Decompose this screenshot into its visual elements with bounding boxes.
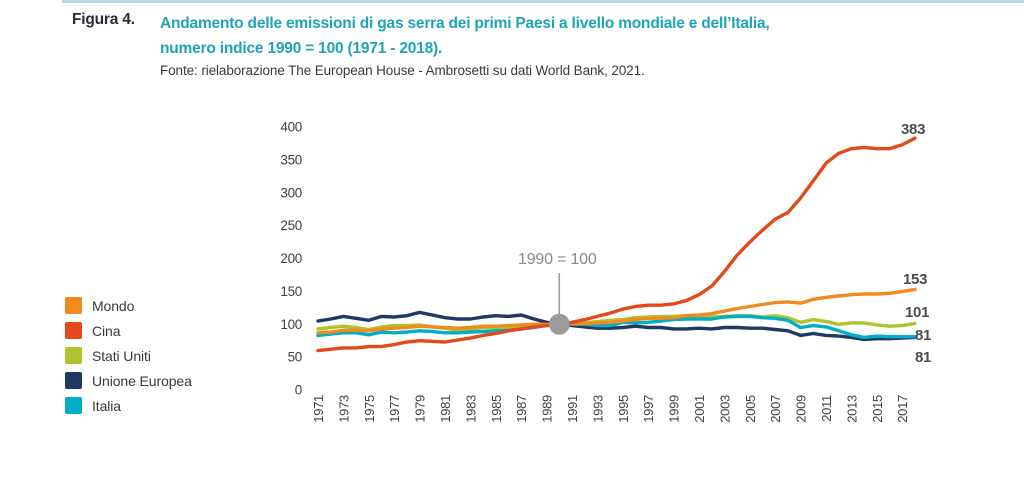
y-tick-label: 200 (280, 251, 302, 266)
x-tick-label: 2005 (742, 395, 758, 423)
end-label-mondo: 153 (903, 271, 928, 288)
legend-label-cina: Cina (92, 322, 121, 339)
x-tick-label: 2017 (895, 395, 911, 423)
y-axis-tick-labels (280, 120, 302, 398)
end-label-stati-uniti: 101 (905, 304, 930, 321)
x-tick-label: 1973 (336, 395, 352, 423)
x-tick-label: 1983 (463, 395, 479, 423)
series-lines (318, 138, 915, 350)
x-tick-label: 2015 (869, 395, 885, 423)
x-tick-label: 1995 (615, 395, 631, 423)
x-tick-label: 1993 (590, 395, 606, 423)
x-tick-label: 1971 (311, 395, 326, 423)
y-tick-label: 400 (280, 119, 302, 135)
x-tick-label: 1999 (666, 395, 682, 423)
y-tick-label: 300 (280, 185, 302, 201)
y-tick-label: 50 (287, 349, 302, 365)
figure-title-line1: Andamento delle emissioni di gas serra dei primi Paesi a livello mondiale e dell’Italia, (160, 15, 770, 32)
x-tick-label: 2009 (793, 395, 809, 423)
x-tick-label: 1991 (565, 395, 580, 423)
x-tick-label: 1997 (641, 395, 657, 423)
end-label-italia: 81 (915, 327, 932, 344)
x-tick-label: 1981 (438, 395, 453, 423)
x-tick-label: 2011 (819, 395, 834, 422)
x-tick-label: 1989 (539, 395, 555, 423)
x-tick-label: 1977 (387, 395, 403, 423)
figure-source: Fonte: rielaborazione The European House - Ambrosetti su dati World Bank, 2021. (160, 63, 645, 78)
x-tick-label: 1985 (488, 395, 504, 423)
annotation-dot (549, 314, 570, 335)
x-tick-label: 2003 (717, 395, 733, 423)
x-axis-tick-labels (311, 395, 910, 423)
x-tick-label: 1975 (361, 395, 377, 423)
annotation-text: 1990 = 100 (518, 251, 597, 268)
x-tick-label: 2001 (692, 395, 707, 423)
x-tick-label: 1987 (514, 395, 530, 423)
y-tick-label: 250 (280, 218, 302, 234)
y-tick-label: 100 (280, 316, 302, 332)
legend-label-stati-uniti: Stati Uniti (92, 347, 151, 364)
end-label-unione-europea: 81 (915, 349, 932, 366)
x-tick-label: 1979 (412, 395, 428, 423)
legend-label-italia: Italia (92, 397, 121, 414)
end-label-cina: 383 (901, 121, 926, 138)
y-tick-label: 350 (280, 152, 302, 168)
x-tick-label: 2013 (844, 395, 860, 423)
y-tick-label: 0 (294, 382, 302, 398)
figure-label: Figura 4. (72, 11, 135, 28)
end-value-labels (901, 121, 931, 366)
y-tick-label: 150 (280, 283, 302, 299)
legend-label-mondo: Mondo (92, 297, 135, 314)
x-tick-label: 2007 (768, 395, 784, 423)
legend-label-unione-europea: Unione Europea (92, 372, 192, 389)
figure-title-line2: numero indice 1990 = 100 (1971 - 2018). (160, 40, 443, 57)
